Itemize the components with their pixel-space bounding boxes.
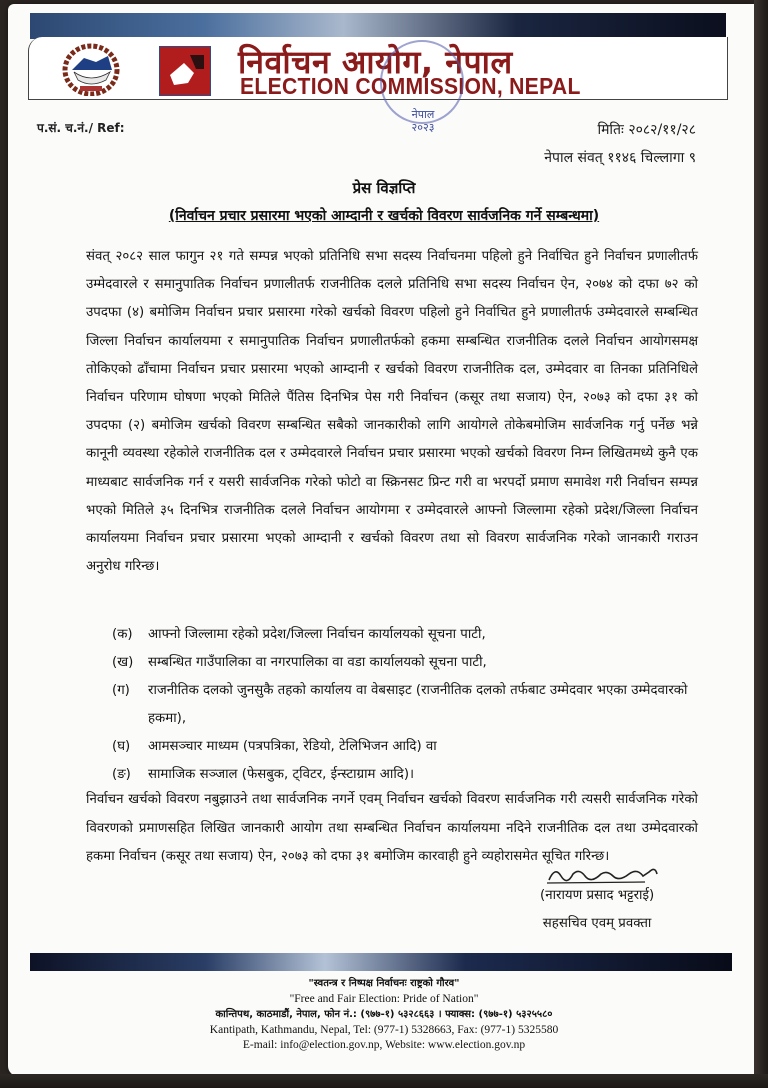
list-item-text: सम्बन्धित गाउँपालिका वा नगरपालिका वा वडा कार्यालयको सूचना पाटी, — [148, 655, 487, 670]
list-item-text: सामाजिक सञ्जाल (फेसबुक, ट्विटर, ईन्स्टाग्राम आदि)। — [148, 767, 415, 782]
footer-address-nepali: कान्तिपथ, काठमाडौं, नेपाल, फोन नं.: (९७७-१) ५३२८६६३ । फ्याक्स: (९७७-१) ५३२५५८० — [215, 1009, 553, 1020]
list-item — [112, 621, 700, 649]
list-marker: (क) — [112, 627, 133, 642]
date-block — [544, 116, 696, 172]
publication-channel-list — [112, 621, 700, 789]
list-item — [112, 761, 700, 789]
nepal-sambat-line: नेपाल संवत् ११४६ चिल्लागा ९ — [544, 150, 696, 166]
closing-paragraph: निर्वाचन खर्चको विवरण नबुझाउने तथा सार्वजनिक नगर्ने एवम् निर्वाचन खर्चको विवरण सार्वजनिक गरी त्यसरी सार्वजनिक गरेको विवरणको प्रमाणसहित लिखित जानकारी आयोग तथा सम्बन्धित निर्वाचन कार्यालयमा नदिने राजनीतिक दल तथा उम्मेदवारको हकमा निर्वाचन (कसूर तथा सजाय) ऐन, २०७३ को दफा ३१ बमोजिम कारवाही हुने व्यहोरासमेत सूचित गरिन्छ। — [86, 792, 698, 864]
footer-motto-nepali: "स्वतन्त्र र निष्पक्ष निर्वाचनः राष्ट्रको गौरव" — [308, 978, 460, 989]
list-item — [112, 649, 700, 677]
letterhead-title-nepali: निर्वाचन आयोग, नेपाल — [238, 43, 513, 81]
footer-address-english: Kantipath, Kathmandu, Nepal, Tel: (977-1) 5328663, Fax: (977-1) 5325580 — [209, 1023, 559, 1036]
list-item — [112, 733, 700, 761]
list-marker: (ख) — [112, 655, 134, 670]
page-bottom-shadow — [0, 1074, 768, 1088]
footer-contact: E-mail: info@election.gov.np, Website: www.election.gov.np — [242, 1039, 526, 1051]
election-commission-logo — [159, 46, 211, 96]
footer-gradient-band — [30, 953, 732, 971]
body-paragraph: संवत् २०८२ साल फागुन २१ गते सम्पन्न भएको प्रतिनिधि सभा सदस्य निर्वाचनमा पहिलो हुने निर्वाचित हुने निर्वाचन प्रणालीतर्फ उम्मेदवारले र समानुपातिक निर्वाचन प्रणालीतर्फ राजनीतिक दलले प्रतिनिधि सभा सदस्य निर्वाचन ऐन, २०७४ को दफा ७२ को उपदफा (४) बमोजिम निर्वाचन प्रचार प्रसारमा गरेको खर्चको विवरण पहिलो हुने निर्वाचित हुने प्रणालीतर्फ उम्मेदवारले सम्बन्धित जिल्ला निर्वाचन कार्यालयमा र समानुपातिक निर्वाचन प्रणालीतर्फको हकमा सम्बन्धित राजनीतिक दलले निर्वाचन आयोगसमक्ष तोकिएको ढाँचामा निर्वाचन प्रचार प्रसारमा भएको आम्दानी र खर्चको विवरण राजनीतिक दल, उम्मेदवार वा तिनका प्रतिनिधिले निर्वाचन परिणाम घोषणा भएको मितिले पैंतिस दिनभित्र पेस गरी निर्वाचन (कसूर तथा सजाय) ऐन, २०७३ को दफा ३१ को उपदफा (२) बमोजिम खर्चको विवरण सम्बन्धित सबैको जानकारीको लागि आयोगले तोकेबमोजिम सार्वजनिक गर्नु पर्नेछ भन्ने कानूनी व्यवस्था रहेकोले राजनीतिक दल र उम्मेदवारले निर्वाचन प्रचार प्रसारमा भएको खर्चको विवरण निम्न लिखितमध्ये कुनै एक माध्यबाट सार्वजनिक गर्न र यसरी सार्वजनिक गरेको फोटो वा स्क्रिनसट प्रिन्ट गरी वा भरपर्दो प्रमाण समावेश गरी निर्वाचन सम्पन्न भएको मितिले ३५ दिनभित्र राजनीतिक दलले निर्वाचन आयोगमा र उम्मेदवारले आफ्नो जिल्लामा रहेको प्रदेश/जिल्ला निर्वाचन कार्यालयमा निर्वाचन प्रचार प्रसारमा भएको आम्दानी र खर्चको विवरण तथा सो विवरण सार्वजनिक गरेको जानकारी गराउन अनुरोध गरिन्छ। — [86, 249, 698, 575]
list-item-text: राजनीतिक दलको जुनसुकै तहको कार्यालय वा वेबसाइट (राजनीतिक दलको तर्फबाट उम्मेदवार भएका उम्मेदवारको हकमा), — [148, 683, 688, 726]
signer-title: सहसचिव एवम् प्रवक्ता — [542, 916, 652, 931]
signer-name: (नारायण प्रसाद भट्टराई) — [540, 888, 655, 903]
header-gradient-band — [30, 13, 726, 39]
stamp-text — [378, 108, 468, 134]
nepal-emblem-icon — [60, 40, 122, 96]
document-title: प्रेस विज्ञप्ति — [352, 179, 416, 197]
footer-motto-english: "Free and Fair Election: Pride of Nation" — [289, 992, 479, 1005]
ballot-hand-icon — [160, 47, 210, 95]
date-line: मितिः २०८२/११/२८ — [597, 122, 696, 138]
page-edge-shadow — [754, 0, 768, 1088]
list-marker: (ग) — [112, 683, 130, 698]
signer-block — [540, 882, 654, 938]
document-subject: (निर्वाचन प्रचार प्रसारमा भएको आम्दानी र खर्चको विवरण सार्वजनिक गर्ने सम्बन्धमा) — [168, 208, 600, 224]
stamp-text-line2: २०२३ — [411, 121, 435, 134]
footer — [0, 976, 768, 1054]
reference-label: प.सं. च.नं./ Ref: — [37, 121, 125, 135]
list-marker: (घ) — [112, 739, 131, 754]
list-item-text: आफ्नो जिल्लामा रहेको प्रदेश/जिल्ला निर्वाचन कार्यालयको सूचना पाटी, — [148, 627, 486, 642]
stamp-text-line1: नेपाल — [411, 108, 435, 121]
list-item-text: आमसञ्चार माध्यम (पत्रपत्रिका, रेडियो, टेलिभिजन आदि) वा — [148, 739, 437, 754]
letterhead-title-english: ELECTION COMMISSION, NEPAL — [240, 73, 581, 99]
list-marker: (ङ) — [112, 767, 131, 782]
list-item — [112, 677, 700, 733]
